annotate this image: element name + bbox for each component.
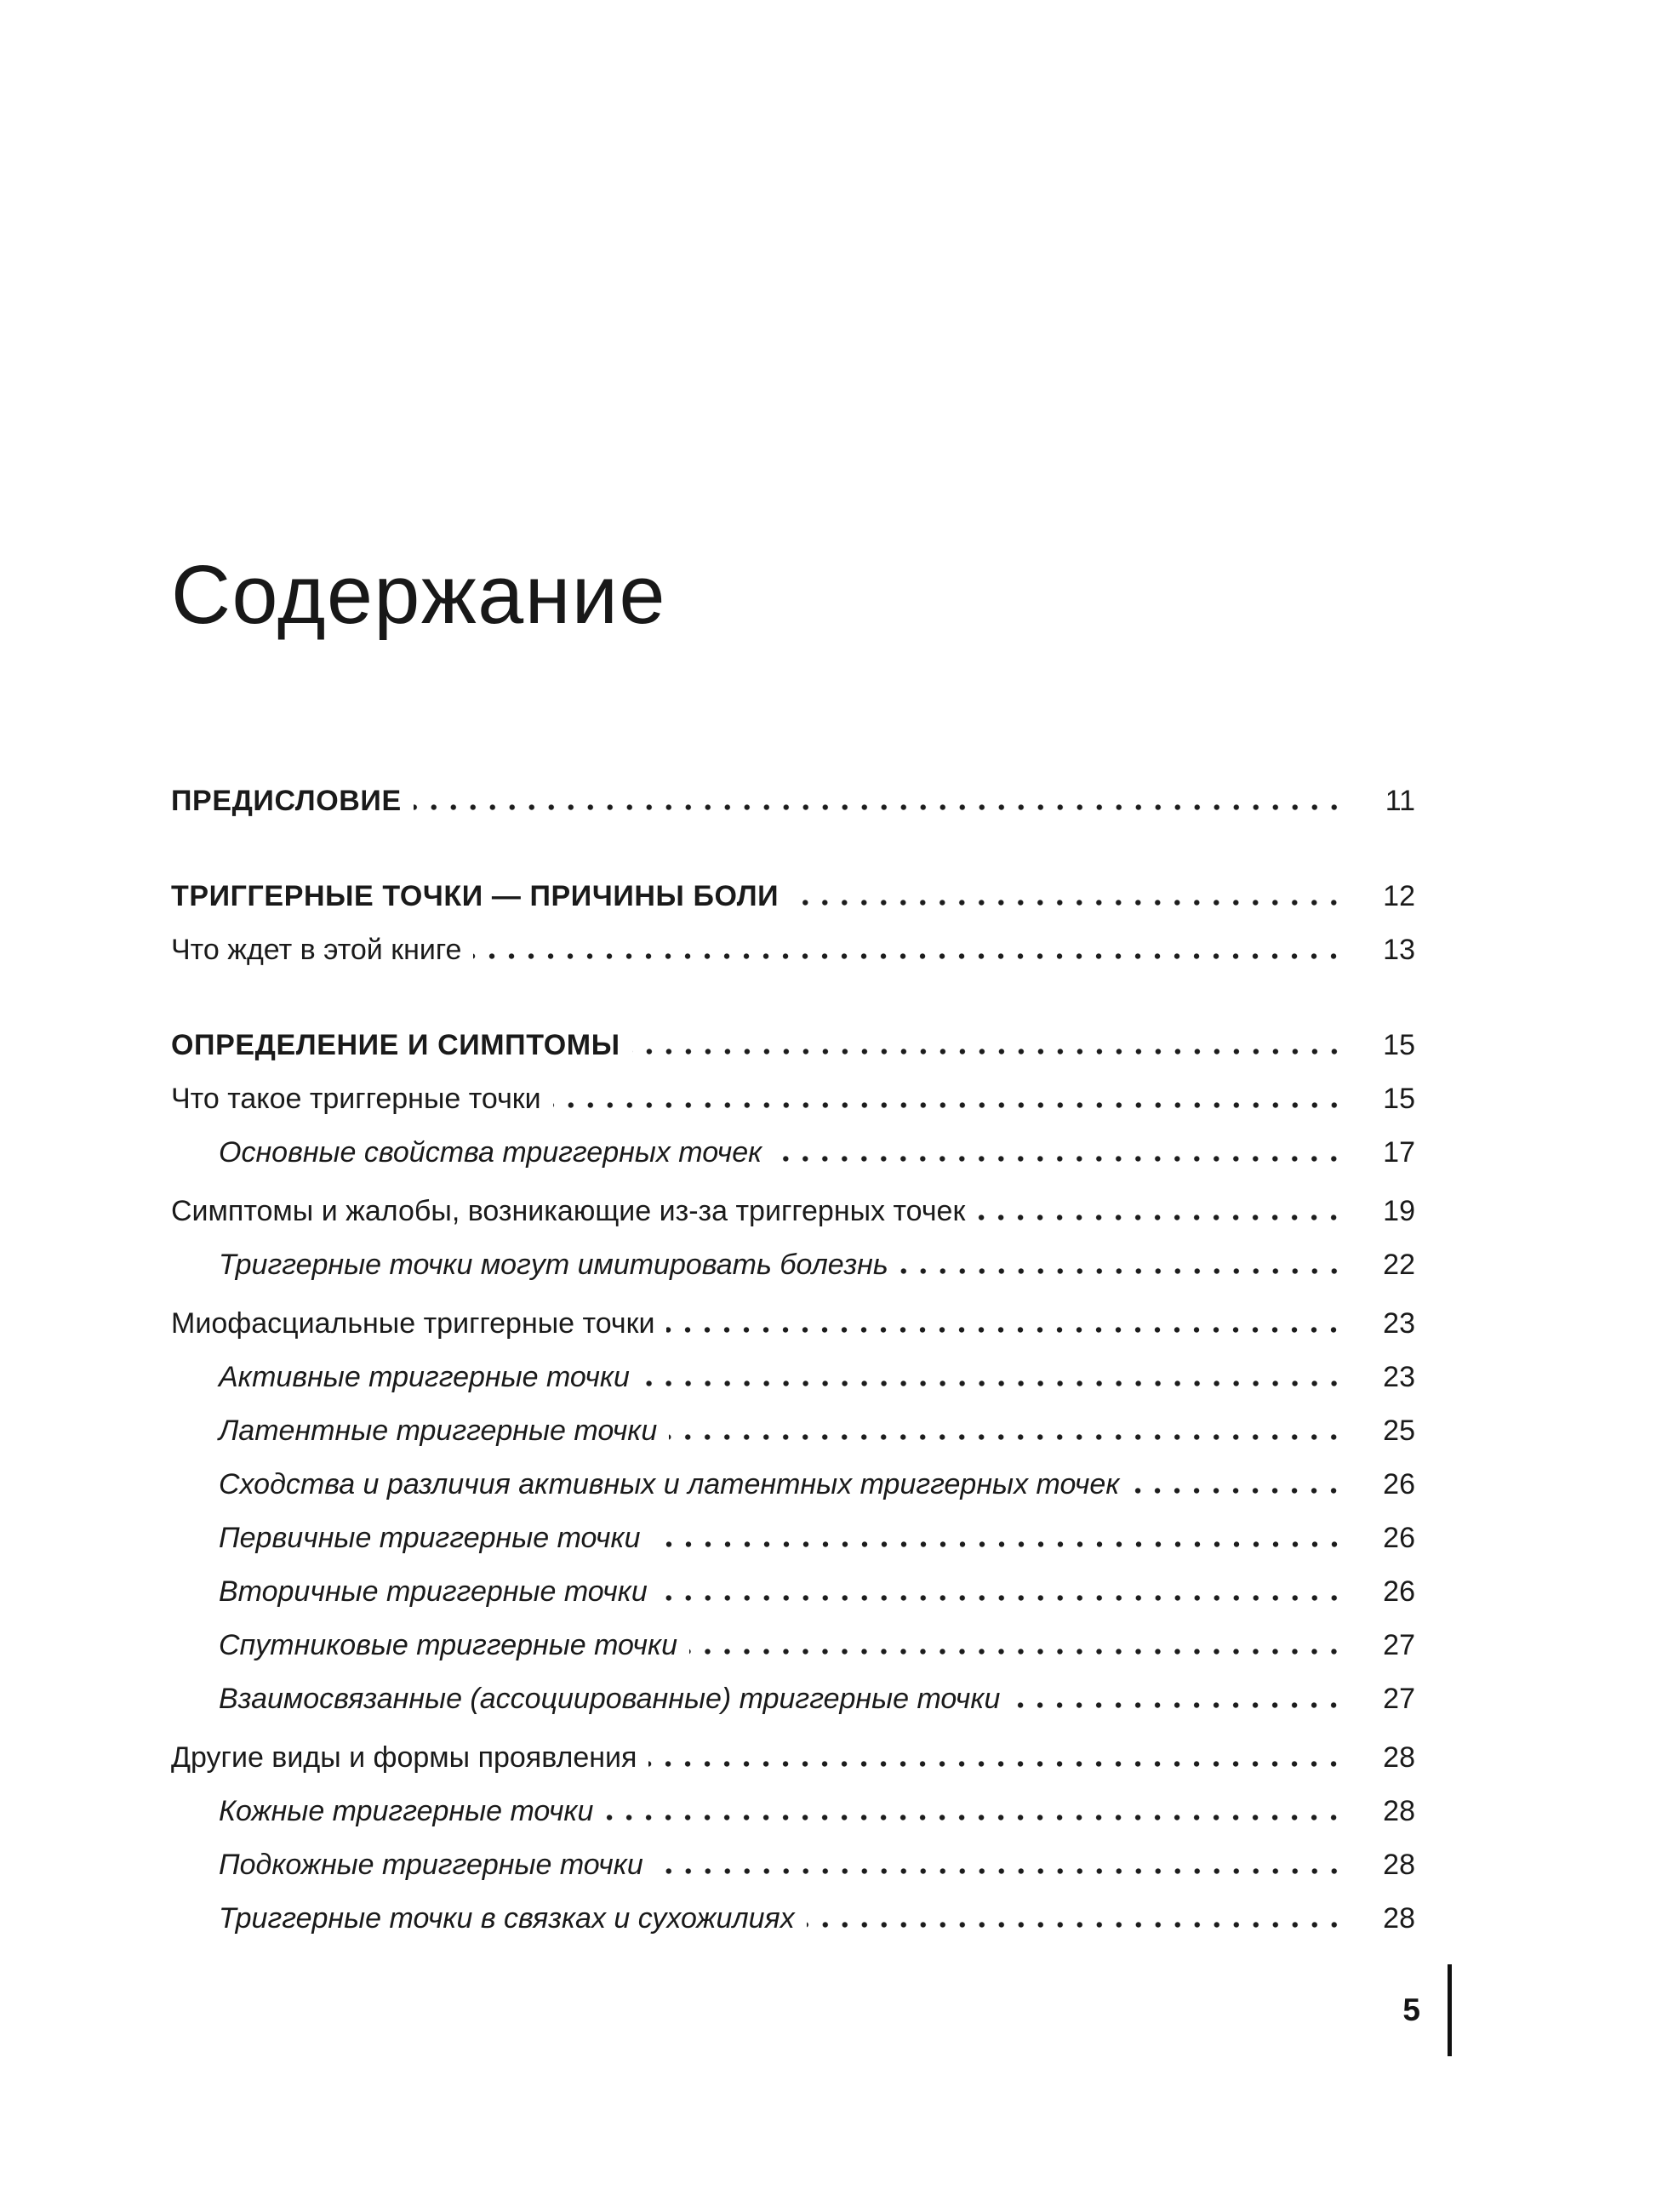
toc-leader-dots	[1131, 1488, 1344, 1494]
toc-leader-dots	[1012, 1702, 1344, 1708]
toc-row	[171, 1468, 1415, 1500]
toc-leader-dots	[653, 1541, 1345, 1547]
toc-row	[171, 1195, 1415, 1227]
toc-entry-page: 15	[1383, 1082, 1415, 1115]
toc-row	[171, 1575, 1415, 1608]
toc-row	[171, 1683, 1415, 1715]
toc-entry-label: Сходства и различия активных и латентных триггерных точек	[219, 1467, 1120, 1500]
toc-leader-dots	[900, 1268, 1344, 1274]
toc-entry-page: 26	[1383, 1521, 1415, 1554]
toc-entry-page: 12	[1383, 879, 1415, 912]
toc-entry-label: Триггерные точки могут имитировать болезнь	[219, 1248, 888, 1281]
toc-entry-page: 15	[1383, 1028, 1415, 1061]
toc-entry-label: ТРИГГЕРНЫЕ ТОЧКИ — ПРИЧИНЫ БОЛИ	[171, 879, 780, 912]
toc-entry-page: 23	[1383, 1360, 1415, 1393]
toc-row	[171, 1249, 1415, 1281]
toc-row	[171, 1361, 1415, 1393]
toc-leader-dots	[977, 1215, 1344, 1220]
toc-entry-label: Миофасциальные триггерные точки	[171, 1306, 655, 1340]
toc-entry-label: Основные свойства триггерных точек	[219, 1135, 762, 1169]
toc-entry-label: Что такое триггерные точки	[171, 1082, 541, 1115]
toc-entry-label: Симптомы и жалобы, возникающие из-за триггерных точек	[171, 1194, 966, 1227]
toc-row	[171, 1902, 1415, 1935]
page-content	[171, 548, 1415, 1935]
toc-entry-page: 26	[1383, 1575, 1415, 1608]
toc-leader-dots	[553, 1102, 1344, 1108]
toc-leader-dots	[807, 1922, 1344, 1928]
toc-row	[171, 1629, 1415, 1661]
footer-rule	[1448, 1964, 1452, 2056]
toc-leader-dots	[642, 1380, 1344, 1386]
toc-entry-label: Что ждет в этой книге	[171, 933, 462, 966]
toc-entry-label: Подкожные триггерные точки	[219, 1848, 643, 1881]
toc-entry-label: Спутниковые триггерные точки	[219, 1628, 677, 1661]
toc-leader-dots	[414, 804, 1344, 810]
toc-leader-dots	[605, 1815, 1344, 1820]
toc-entry-page: 17	[1383, 1135, 1415, 1169]
toc-entry-label: Латентные триггерные точки	[219, 1414, 658, 1447]
toc-entry-label: Другие виды и формы проявления	[171, 1740, 637, 1774]
toc-leader-dots	[791, 900, 1344, 906]
toc-entry-page: 26	[1383, 1467, 1415, 1500]
toc-leader-dots	[666, 1327, 1344, 1333]
toc-row	[171, 1307, 1415, 1340]
toc-leader-dots	[774, 1156, 1344, 1162]
toc-row	[171, 1741, 1415, 1774]
toc-entry-label: Активные триггерные точки	[219, 1360, 630, 1393]
toc-row	[171, 1849, 1415, 1881]
toc-entry-page: 11	[1385, 784, 1415, 817]
toc-leader-dots	[648, 1761, 1344, 1767]
footer-page-number: 5	[1402, 1992, 1420, 2027]
toc-entry-page: 19	[1383, 1194, 1415, 1227]
toc-entry-page: 28	[1383, 1740, 1415, 1774]
toc-leader-dots	[473, 953, 1344, 959]
toc-list	[171, 785, 1415, 1935]
toc-row	[171, 1083, 1415, 1115]
toc-row	[171, 1795, 1415, 1827]
toc-row	[171, 1136, 1415, 1169]
toc-leader-dots	[660, 1595, 1344, 1601]
toc-entry-label: Взаимосвязанные (ассоциированные) триггерные точки	[219, 1682, 1001, 1715]
toc-entry-label: ОПРЕДЕЛЕНИЕ И СИМПТОМЫ	[171, 1028, 620, 1061]
toc-entry-label: Вторичные триггерные точки	[219, 1575, 648, 1608]
toc-leader-dots	[632, 1049, 1344, 1055]
toc-row	[171, 1415, 1415, 1447]
toc-row	[171, 880, 1415, 912]
toc-leader-dots	[689, 1649, 1344, 1655]
toc-row	[171, 785, 1415, 817]
toc-row	[171, 934, 1415, 966]
toc-entry-page: 13	[1383, 933, 1415, 966]
toc-entry-label: ПРЕДИСЛОВИЕ	[171, 784, 402, 817]
toc-entry-page: 28	[1383, 1901, 1415, 1935]
toc-entry-page: 27	[1383, 1682, 1415, 1715]
toc-leader-dots	[655, 1868, 1344, 1874]
toc-entry-label: Кожные триггерные точки	[219, 1794, 594, 1827]
toc-entry-page: 28	[1383, 1794, 1415, 1827]
toc-row	[171, 1029, 1415, 1061]
toc-entry-page: 25	[1383, 1414, 1415, 1447]
toc-entry-page: 27	[1383, 1628, 1415, 1661]
toc-row	[171, 1522, 1415, 1554]
toc-entry-page: 28	[1383, 1848, 1415, 1881]
page-title: Содержание	[171, 548, 666, 641]
toc-entry-label: Триггерные точки в связках и сухожилиях	[219, 1901, 795, 1935]
toc-leader-dots	[669, 1434, 1344, 1440]
toc-entry-label: Первичные триггерные точки	[219, 1521, 641, 1554]
page-footer	[0, 1964, 1452, 2056]
toc-entry-page: 23	[1383, 1306, 1415, 1340]
toc-entry-page: 22	[1383, 1248, 1415, 1281]
